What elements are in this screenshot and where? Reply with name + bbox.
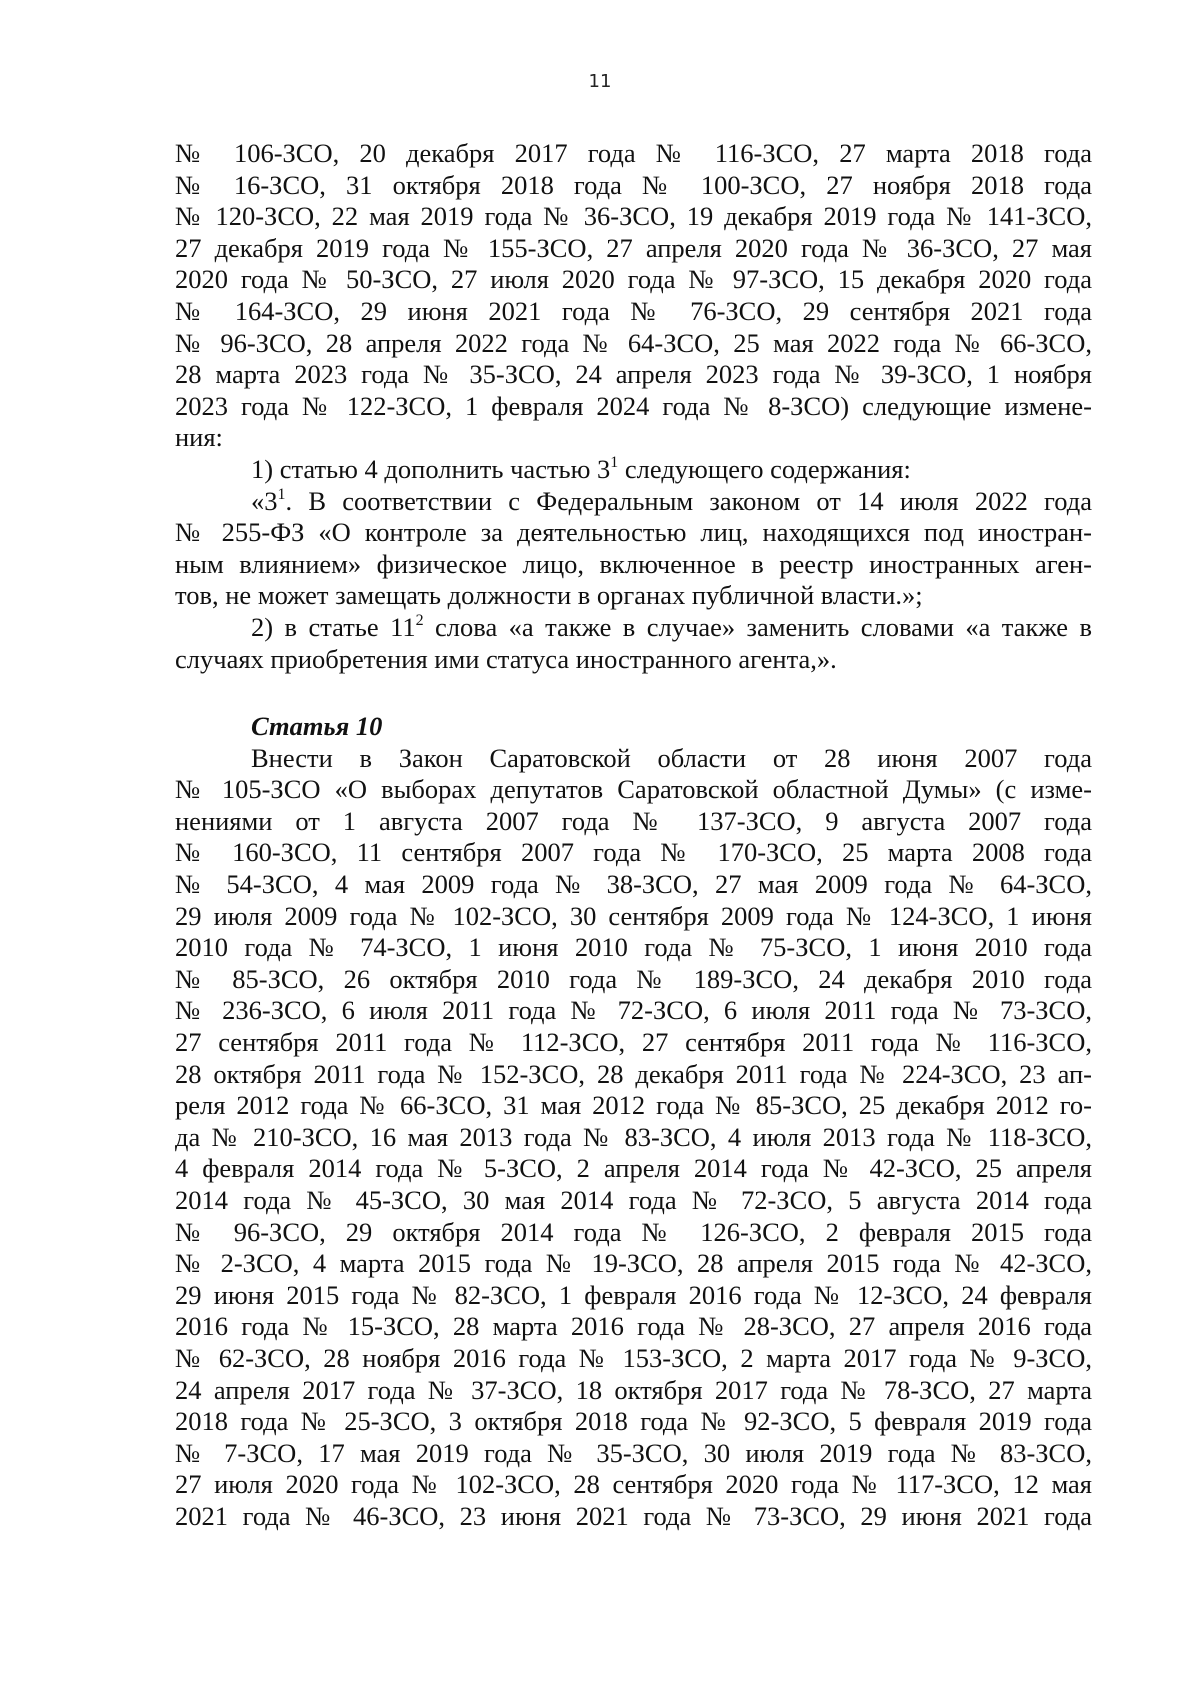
text-line: 29 июня 2015 года № 82-ЗСО, 1 февраля 2016 года № 12-ЗСО, 24 февраля — [175, 1279, 1092, 1310]
text-line: 2016 года № 15-ЗСО, 28 марта 2016 года № 28-ЗСО, 27 апреля 2016 года — [175, 1311, 1092, 1342]
text-line: № 236-ЗСО, 6 июля 2011 года № 72-ЗСО, 6 июля 2011 года № 73-ЗСО, — [175, 995, 1092, 1026]
superscript: 1 — [277, 485, 286, 503]
text-line: № 255-ФЗ «О контроле за деятельностью лиц, находящихся под иностран- — [175, 517, 1092, 548]
superscript: 1 — [610, 453, 619, 471]
article-heading: Статья 10 — [251, 711, 383, 742]
item-1-text: 1) статью 4 дополнить частью 3 — [251, 453, 611, 484]
text-line: Внести в Закон Саратовской области от 28 июня 2007 года — [251, 742, 1092, 773]
text-line: 4 февраля 2014 года № 5-ЗСО, 2 апреля 2014 года № 42-ЗСО, 25 апреля — [175, 1153, 1092, 1184]
superscript: 2 — [415, 611, 424, 629]
text-line: тов, не может замещать должности в органах публичной власти.»; — [175, 580, 923, 611]
text-line: реля 2012 года № 66-ЗСО, 31 мая 2012 года № 85-ЗСО, 25 декабря 2012 го- — [175, 1090, 1092, 1121]
quote-text: «3 — [251, 485, 278, 516]
page-number: 11 — [588, 71, 612, 92]
item-2-text-end: слова «а также в случае» заменить словами «а также в — [423, 611, 1092, 642]
item-2-text: 2) в статье 11 — [251, 611, 416, 642]
text-line: 28 октября 2011 года № 152-ЗСО, 28 декабря 2011 года № 224-ЗСО, 23 ап- — [175, 1058, 1092, 1089]
text-line: ния: — [175, 422, 223, 453]
text-line: № 85-ЗСО, 26 октября 2010 года № 189-ЗСО, 24 декабря 2010 года — [175, 963, 1092, 994]
text-line: 24 апреля 2017 года № 37-ЗСО, 18 октября 2017 года № 78-ЗСО, 27 марта — [175, 1374, 1092, 1405]
text-line: 2020 года № 50-ЗСО, 27 июля 2020 года № 97-ЗСО, 15 декабря 2020 года — [175, 264, 1092, 295]
article-10-paragraph — [175, 743, 1092, 1533]
text-line: № 120-ЗСО, 22 мая 2019 года № 36-ЗСО, 19 декабря 2019 года № 141-ЗСО, — [175, 201, 1092, 232]
text-line — [175, 612, 1092, 644]
text-line: № 54-ЗСО, 4 мая 2009 года № 38-ЗСО, 27 мая 2009 года № 64-ЗСО, — [175, 869, 1092, 900]
text-line — [175, 454, 1092, 486]
text-line: 27 декабря 2019 года № 155-ЗСО, 27 апреля 2020 года № 36-ЗСО, 27 мая — [175, 232, 1092, 263]
item-1-paragraph — [175, 454, 1092, 486]
text-line: № 164-ЗСО, 29 июня 2021 года № 76-ЗСО, 29 сентября 2021 года — [175, 295, 1092, 326]
text-line: № 62-ЗСО, 28 ноября 2016 года № 153-ЗСО, 2 марта 2017 года № 9-ЗСО, — [175, 1342, 1092, 1373]
text-line: 29 июля 2009 года № 102-ЗСО, 30 сентября 2009 года № 124-ЗСО, 1 июня — [175, 900, 1092, 931]
text-line: 28 марта 2023 года № 35-ЗСО, 24 апреля 2023 года № 39-ЗСО, 1 ноября — [175, 359, 1092, 390]
text-line: 2018 года № 25-ЗСО, 3 октября 2018 года № 92-ЗСО, 5 февраля 2019 года — [175, 1406, 1092, 1437]
amendment-list-paragraph — [175, 138, 1092, 454]
document-body — [175, 138, 1092, 1533]
text-line: № 2-ЗСО, 4 марта 2015 года № 19-ЗСО, 28 апреля 2015 года № 42-ЗСО, — [175, 1248, 1092, 1279]
quote-text-end: . В соответствии с Федеральным законом от 14 июля 2022 года — [285, 485, 1092, 516]
text-line: 2010 года № 74-ЗСО, 1 июня 2010 года № 75-ЗСО, 1 июня 2010 года — [175, 932, 1092, 963]
text-line: 2021 года № 46-ЗСО, 23 июня 2021 года № 73-ЗСО, 29 июня 2021 года — [175, 1500, 1092, 1531]
item-1-text-end: следующего содержания: — [618, 453, 911, 484]
text-line: № 105-ЗСО «О выборах депутатов Саратовской областной Думы» (с изме- — [175, 774, 1092, 805]
text-line: № 96-ЗСО, 29 октября 2014 года № 126-ЗСО, 2 февраля 2015 года — [175, 1216, 1092, 1247]
text-line: № 7-ЗСО, 17 мая 2019 года № 35-ЗСО, 30 июля 2019 года № 83-ЗСО, — [175, 1437, 1092, 1468]
text-line: № 106-ЗСО, 20 декабря 2017 года № 116-ЗСО, 27 марта 2018 года — [175, 138, 1092, 168]
quoted-part-paragraph — [175, 486, 1092, 612]
text-line: да № 210-ЗСО, 16 мая 2013 года № 83-ЗСО, 4 июля 2013 года № 118-ЗСО, — [175, 1121, 1092, 1152]
text-line: № 16-ЗСО, 31 октября 2018 года № 100-ЗСО, 27 ноября 2018 года — [175, 169, 1092, 200]
text-line: случаях приобретения ими статуса иностранного агента,». — [175, 643, 837, 674]
text-line: 2023 года № 122-ЗСО, 1 февраля 2024 года № 8-ЗСО) следующие измене- — [175, 390, 1092, 421]
text-line: 27 сентября 2011 года № 112-ЗСО, 27 сентября 2011 года № 116-ЗСО, — [175, 1027, 1092, 1058]
text-line: ным влиянием» физическое лицо, включенное в реестр иностранных аген- — [175, 548, 1092, 579]
text-line: нениями от 1 августа 2007 года № 137-ЗСО, 9 августа 2007 года — [175, 805, 1092, 836]
text-line — [175, 486, 1092, 518]
text-line: № 96-ЗСО, 28 апреля 2022 года № 64-ЗСО, 25 мая 2022 года № 66-ЗСО, — [175, 327, 1092, 358]
text-line: 27 июля 2020 года № 102-ЗСО, 28 сентября 2020 года № 117-ЗСО, 12 мая — [175, 1469, 1092, 1500]
text-line: № 160-ЗСО, 11 сентября 2007 года № 170-ЗСО, 25 марта 2008 года — [175, 837, 1092, 868]
item-2-paragraph — [175, 612, 1092, 675]
text-line: 2014 года № 45-ЗСО, 30 мая 2014 года № 72-ЗСО, 5 августа 2014 года — [175, 1185, 1092, 1215]
